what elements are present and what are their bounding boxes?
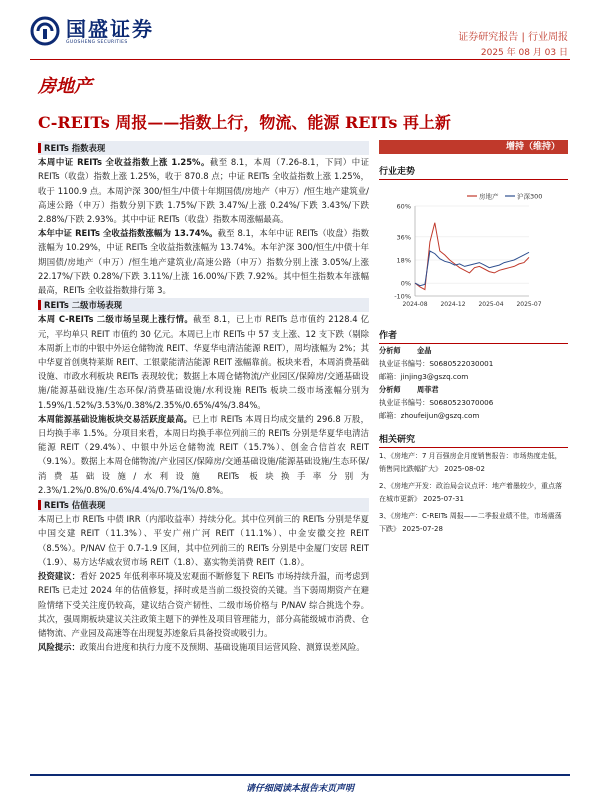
- author-heading: 作者: [379, 328, 568, 344]
- trend-chart: [379, 184, 568, 314]
- y-tick-label: 60%: [396, 202, 411, 211]
- related-heading: 相关研究: [379, 432, 568, 448]
- y-tick-label: 0%: [400, 279, 411, 288]
- analyst-cert: 执业证书编号：S0680523070006: [379, 398, 494, 407]
- sector-name: 房地产: [38, 76, 92, 97]
- x-tick-label: 2025-07: [516, 301, 542, 308]
- paragraph-lead: 本周能源基础设施板块交易活跃度最高。: [38, 413, 193, 424]
- paragraph-lead: 本年中证 REITs 全收益指数涨幅为 13.74%。: [38, 228, 218, 239]
- analyst-email[interactable]: 邮箱：zhoufeijun@gszq.com: [379, 411, 480, 420]
- y-tick-label: 18%: [396, 256, 411, 265]
- report-title: C-REITs 周报——指数上行，物流、能源 REITs 再上新: [38, 113, 451, 132]
- analyst-cert: 执业证书编号：S0680522030001: [379, 359, 494, 368]
- paragraph-lead: 风险提示：: [38, 642, 80, 653]
- logo-text-cn: 国盛证券: [66, 16, 154, 41]
- series-line: [415, 223, 529, 290]
- logo-text-en: GUOSHENG SECURITIES: [66, 39, 128, 45]
- paragraph: 本周 C-REITs 二级市场呈现上涨行情。截至 8.1，已上市 REITs 总市值约 2128.4 亿元，平均单只 REIT 市值约 30 亿元。本周已上市 REITs 中 57 支上涨、12 支下跌（剔除本周新上市的中银中外运仓储物流 REIT、华夏华电清洁能源 REIT），周均涨幅为 2%；其中华夏首创奥特莱斯 REIT、工银蒙能清洁能源 REIT 涨幅靠前。板块来看，本周消费基础设施、市政水利板块 REITs 表现较优；数据上本周仓储物流/产业园区/保障房/交通基础设施/能源基础设施/生态环保/消费基础设施/水利设施 REITs 板块二级市场涨幅分别为 1.59%/1.52%/3.53%/0.38%/2.35%/0.65%/4%/3.84%。: [38, 314, 369, 410]
- rating-badge: 增持（维持）: [379, 140, 568, 154]
- main-content: [38, 140, 369, 654]
- related-list: [379, 450, 568, 536]
- analyst-name: 分析师 周菲君: [379, 385, 439, 394]
- paragraph-lead: 本周 C-REITs 二级市场呈现上涨行情。: [38, 314, 194, 325]
- section-heading: REITs 指数表现: [38, 141, 369, 155]
- footer-disclaimer: 请仔细阅读本报告末页声明: [30, 774, 570, 794]
- section-heading: REITs 二级市场表现: [38, 298, 369, 312]
- paragraph: 本年中证 REITs 全收益指数涨幅为 13.74%。截至 8.1，本年中证 REITs（收盘）指数涨幅为 10.29%，中证 REITs 全收益指数涨幅为 13.74%。本年沪深 300/恒生/中债十年期国债/房地产（申万）/恒生地产建筑业/高速公路（申万）指数分别上涨 3.05%/上涨 22.17%/下跌 0.28%/下跌 3.11%/上涨 16.00%/下跌 7.92%。其中恒生指数本年涨幅最高，REITs 全收益指数排行第 3。: [38, 228, 369, 296]
- sidebar: [379, 140, 568, 540]
- x-tick-label: 2024-12: [440, 301, 466, 308]
- analyst-name: 分析师 金晶: [379, 346, 432, 355]
- header-divider: [30, 59, 570, 60]
- logo-icon: [30, 16, 60, 46]
- related-report-link[interactable]: 1、《房地产：7 月百强房企月度销售报告：市场热度走低，销售同比跌幅扩大》 2025-08-02: [379, 452, 562, 473]
- legend-label: 沪深300: [517, 192, 543, 201]
- analyst-list: [379, 344, 568, 422]
- related-report-link[interactable]: 2、《房地产开发：政治局会议点评：地产着墨较少，重点落在城市更新》 2025-07-31: [379, 482, 562, 503]
- x-tick-label: 2024-08: [402, 301, 428, 308]
- trend-heading: 行业走势: [379, 164, 568, 180]
- paragraph: 本周已上市 REITs 中债 IRR（内部收益率）持续分化。其中位列前三的 REITs 分别是华夏中国交建 REIT（11.3%）、平安广州广河 REIT（11.1%）、中金安徽交控 REIT（8.5%）。P/NAV 位于 0.7-1.9 区间，其中位列前三的 REITs 分别是中金厦门安居 REIT（1.9）、易方达华威农贸市场 REIT（1.8）、嘉实物美消费 REIT（1.8）。: [38, 514, 369, 567]
- report-date: 2025 年 08 月 03 日: [480, 48, 568, 58]
- section-heading: REITs 估值表现: [38, 498, 369, 512]
- report-type: 证券研究报告 | 行业周报: [458, 32, 568, 43]
- paragraph-lead: 本周中证 REITs 全收益指数上涨 1.25%。: [38, 157, 210, 168]
- legend-label: 房地产: [479, 192, 499, 201]
- company-logo: [30, 16, 154, 46]
- paragraph: 本周中证 REITs 全收益指数上涨 1.25%。截至 8.1，本周（7.26-8.1，下同）中证 REITs（收盘）指数上涨 1.25%，收于 870.8 点；中证 REITs 全收益指数上涨 1.25%，收于 1100.9 点。本周沪深 300/恒生/中债十年期国债/房地产（申万）/恒生地产建筑业/高速公路（申万）指数分别下跌 1.75%/下跌 3.47%/上涨 0.24%/下跌 3.43%/下跌 2.88%/下跌 2.93%。其中中证 REITs（收盘）指数本周涨幅最高。: [38, 157, 369, 225]
- series-line: [415, 251, 529, 286]
- paragraph: 本周能源基础设施板块交易活跃度最高。已上市 REITs 本周日均成交量约 296.8 万股，日均换手率 1.5%。分项目来看，本周日均换手率位列前三的 REITs 分别是华夏华电清洁能源 REIT（29.4%）、中银中外运仓储物流 REIT（15.7%）、创金合信首农 REIT（9.1%）。数据上本周仓储物流/产业园区/保障房/交通基础设施/能源基础设施/生态环保/消费基础设施/水利设施 REITs 板块换手率分别为 2.3%/1.2%/0.8%/0.6%/4.4%/0.7%/1%/0.8%。: [38, 413, 370, 495]
- paragraph: 风险提示：政策出台进度和执行力度不及预期、基础设施项目运营风险、测算误差风险。: [38, 642, 365, 653]
- y-tick-label: -10%: [394, 292, 411, 301]
- y-tick-label: 36%: [396, 233, 411, 242]
- x-tick-label: 2025-04: [478, 301, 504, 308]
- analyst-email[interactable]: 邮箱：jinjing3@gszq.com: [379, 372, 469, 381]
- paragraph: 投资建议：看好 2025 年低利率环境及宏观面不断修复下 REITs 市场持续升温，而考虑到 REITs 已走过 2024 年的估值修复，择时或是当前二级投资的关键。当下弱周期资产在避险情绪下受关注度仍较高，建议结合资产韧性、二级市场价格与 P/NAV 综合挑选个券。其次，强周期板块建议关注政策主题下的弹性及项目管理能力，部分高能级城市消费、仓储物流、产业园及高速等在出现复苏迹象后具备投资或吸引力。: [38, 571, 369, 638]
- related-report-link[interactable]: 3、《房地产：C-REITs 周报——二季报业绩不佳，市场震荡下跌》 2025-07-28: [379, 512, 562, 533]
- paragraph-lead: 投资建议：: [38, 571, 81, 582]
